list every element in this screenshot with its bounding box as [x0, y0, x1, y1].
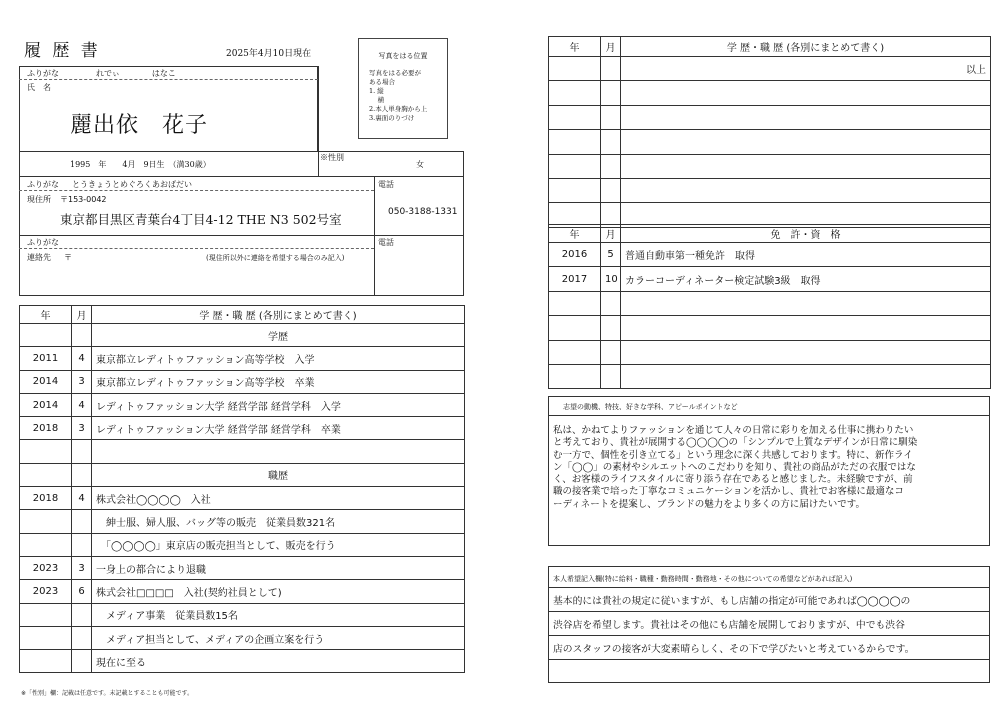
row-details: 東京都立レディトゥファッション高等学校 卒業 — [92, 370, 465, 393]
row-year — [549, 130, 601, 154]
row-details: レディトゥファッション大学 経営学部 経営学科 卒業 — [92, 417, 465, 440]
resume-title: 履 歴 書 — [24, 41, 101, 61]
row-details — [621, 291, 991, 315]
row-year: 2023 — [20, 580, 72, 603]
history-continued-table — [548, 36, 991, 228]
row-details — [621, 154, 991, 178]
photo-instruction-line: 1. 縦 — [369, 87, 384, 95]
table-row — [549, 178, 991, 202]
table-header-row — [549, 37, 991, 57]
header-year: 年 — [20, 306, 72, 324]
row-details: 紳士服、婦人服、バッグ等の販売 従業員数321名 — [92, 510, 465, 533]
photo-box-title: 写真をはる位置 — [378, 52, 428, 60]
gender-footnote: ※「性別」欄：記載は任意です。未記載とすることも可能です。 — [21, 690, 194, 697]
photo-instruction-line: 3.裏面のりづけ — [369, 114, 415, 122]
contact-phone-label: 電話 — [378, 238, 394, 247]
row-year — [20, 533, 72, 556]
name-furigana-label: ふりがな — [27, 69, 59, 78]
row-details: カラーコーディネーター検定試験3級 取得 — [621, 267, 991, 291]
row-year — [20, 650, 72, 673]
requests-line: 渋谷店を希望します。貴社はその他にも店舗を展開しておりますが、中でも渋谷 — [549, 611, 989, 635]
table-row — [549, 267, 991, 291]
current-address-label: 現住所 — [27, 195, 51, 204]
row-year — [20, 463, 72, 486]
row-month — [72, 440, 92, 463]
address-furigana-value: とうきょうとめぐろくあおばだい — [72, 180, 192, 189]
header-details: 学 歴・職 歴 (各別にまとめて書く) — [92, 306, 465, 324]
table-row — [20, 650, 465, 673]
postal-code: 〒153-0042 — [60, 195, 107, 204]
row-year — [20, 510, 72, 533]
row-year — [549, 154, 601, 178]
header-details: 学 歴・職 歴 (各別にまとめて書く) — [621, 37, 991, 57]
motivation-text — [553, 425, 917, 511]
row-details: 現在に至る — [92, 650, 465, 673]
table-row — [20, 533, 465, 556]
row-year — [549, 340, 601, 364]
row-month — [72, 533, 92, 556]
table-row — [549, 105, 991, 129]
header-year: 年 — [549, 225, 601, 243]
table-row — [549, 154, 991, 178]
education-work-history-table — [19, 305, 465, 673]
table-row — [549, 81, 991, 105]
current-address: 東京都目黒区青葉台4丁目4-12 THE N3 502号室 — [60, 212, 342, 227]
row-month — [601, 105, 621, 129]
resume-date: 2025年4月10日現在 — [226, 49, 312, 59]
motivation-line: と考えており、貴社が展開する◯◯◯◯の「シンプルで上質なデザインが日常に馴染 — [553, 437, 918, 449]
row-year — [20, 603, 72, 626]
row-month — [601, 81, 621, 105]
row-details: メディア担当として、メディアの企画立案を行う — [92, 626, 465, 649]
photo-instruction-line: ある場合 — [369, 78, 395, 86]
header-month: 月 — [72, 306, 92, 324]
table-row — [20, 393, 465, 416]
row-details: メディア事業 従業員数15名 — [92, 603, 465, 626]
row-details — [621, 130, 991, 154]
row-year: 2011 — [20, 347, 72, 370]
row-year — [20, 440, 72, 463]
requests-line: 基本的には貴社の規定に従いますが、もし店舗の指定が可能であれば◯◯◯◯の — [549, 587, 989, 611]
row-details: 職歴 — [92, 463, 465, 486]
row-month — [72, 510, 92, 533]
table-row — [20, 580, 465, 603]
row-year: 2014 — [20, 370, 72, 393]
table-row — [549, 57, 991, 81]
row-month: 4 — [72, 393, 92, 416]
photo-instruction-line: 横 — [369, 96, 385, 104]
row-year — [549, 291, 601, 315]
row-month: 10 — [601, 267, 621, 291]
row-details: 株式会社□□□□ 入社(契約社員として) — [92, 580, 465, 603]
requests-box — [548, 566, 990, 683]
table-row — [549, 364, 991, 388]
motivation-box — [548, 396, 990, 546]
table-header-row — [20, 306, 465, 324]
row-month: 4 — [72, 347, 92, 370]
requests-label: 本人希望記入欄(特に給料・職種・勤務時間・勤務地・その他についての希望などがあれば記入) — [553, 575, 853, 583]
table-row — [20, 603, 465, 626]
row-details: 「◯◯◯◯」東京店の販売担当として、販売を行う — [92, 533, 465, 556]
table-row — [20, 487, 465, 510]
requests-lines — [549, 587, 989, 683]
row-details — [621, 340, 991, 364]
row-month — [601, 316, 621, 340]
header-details: 免 許・資 格 — [621, 225, 991, 243]
motivation-line: く、お客様のライフスタイルに寄り添う存在であると感じました。未経験ですが、前 — [553, 474, 913, 486]
contact-furigana-label: ふりがな — [27, 238, 59, 247]
row-year: 2017 — [549, 267, 601, 291]
photo-instruction-line: 写真をはる必要が — [369, 69, 421, 77]
row-details: 普通自動車第一種免許 取得 — [621, 243, 991, 267]
header-year: 年 — [549, 37, 601, 57]
row-month: 3 — [72, 370, 92, 393]
row-details — [621, 178, 991, 202]
motivation-line: ン「◯◯」の素材やシルエットへのこだわりを知り、貴社の商品がただの衣服ではな — [553, 461, 916, 473]
phone-number: 050-3188-1331 — [388, 207, 458, 217]
row-month — [601, 364, 621, 388]
row-month — [601, 130, 621, 154]
row-details: レディトゥファッション大学 経営学部 経営学科 入学 — [92, 393, 465, 416]
table-row — [549, 316, 991, 340]
full-name: 麗出依 花子 — [70, 113, 209, 138]
row-year — [549, 178, 601, 202]
name-furigana-value: れでぃ はなこ — [96, 69, 176, 78]
row-details: 学歴 — [92, 324, 465, 347]
row-year — [549, 316, 601, 340]
row-month — [601, 178, 621, 202]
table-row — [20, 347, 465, 370]
row-month: 4 — [72, 487, 92, 510]
table-row — [20, 440, 465, 463]
row-month: 6 — [72, 580, 92, 603]
header-month: 月 — [601, 37, 621, 57]
row-year — [549, 364, 601, 388]
licenses-table — [548, 224, 991, 389]
gender-label: ※性別 — [320, 153, 344, 162]
row-year — [20, 324, 72, 347]
table-header-row — [549, 225, 991, 243]
row-details — [92, 440, 465, 463]
row-month — [72, 603, 92, 626]
row-month — [72, 463, 92, 486]
row-year: 2018 — [20, 487, 72, 510]
photo-instruction-line: 2.本人単身胸から上 — [369, 105, 428, 113]
row-year: 2014 — [20, 393, 72, 416]
requests-line: 店のスタッフの接客が大変素晴らしく、その下で学びたいと考えているからです。 — [549, 635, 989, 659]
table-row — [549, 243, 991, 267]
photo-box — [358, 38, 448, 139]
table-row — [20, 417, 465, 440]
contact-note: (現住所以外に連絡を希望する場合のみ記入) — [206, 254, 345, 262]
contact-label: 連絡先 — [27, 253, 51, 262]
table-row — [549, 291, 991, 315]
row-year — [549, 81, 601, 105]
motivation-line: 私は、かねてよりファッションを通じて人々の日常に彩りを加える仕事に携わりたい — [553, 425, 914, 436]
row-month — [72, 324, 92, 347]
table-row — [20, 556, 465, 579]
table-row — [20, 626, 465, 649]
row-month — [601, 57, 621, 81]
row-details — [621, 364, 991, 388]
row-year — [20, 626, 72, 649]
table-row — [20, 370, 465, 393]
row-year: 2023 — [20, 556, 72, 579]
row-details — [621, 81, 991, 105]
motivation-line: 職の接客業で培った丁寧なコミュニケーションを活かし、貴社でお客様に最適なコ — [553, 486, 904, 498]
row-details: 東京都立レディトゥファッション高等学校 入学 — [92, 347, 465, 370]
row-month: 5 — [601, 243, 621, 267]
motivation-line: む一方で、個性を引き立てる」という理念に深く共感しております。特に、新作ライ — [553, 449, 913, 461]
row-month — [72, 650, 92, 673]
row-year — [549, 105, 601, 129]
motivation-line: ーディネートを提案し、ブランドの魅力をより多くの方に届けたいです。 — [553, 498, 865, 510]
row-year: 2018 — [20, 417, 72, 440]
table-row — [20, 324, 465, 347]
row-details: 一身上の都合により退職 — [92, 556, 465, 579]
table-row — [20, 510, 465, 533]
row-month — [72, 626, 92, 649]
gender-value: 女 — [416, 160, 424, 169]
row-month: 3 — [72, 417, 92, 440]
birth-date: 1995 年 4月 9日生 （満30歳） — [70, 160, 211, 169]
photo-box-instructions — [365, 69, 441, 123]
row-details — [621, 105, 991, 129]
row-details: 以上 — [621, 57, 991, 81]
row-month — [601, 340, 621, 364]
requests-line — [549, 659, 989, 683]
table-row — [20, 463, 465, 486]
table-row — [549, 340, 991, 364]
contact-postal: 〒 — [64, 253, 72, 262]
address-furigana-label: ふりがな — [27, 180, 59, 189]
motivation-label: 志望の動機、特技、好きな学科、アピールポイントなど — [563, 403, 738, 411]
row-year: 2016 — [549, 243, 601, 267]
row-month — [601, 154, 621, 178]
name-label: 氏 名 — [27, 83, 51, 92]
row-month — [601, 291, 621, 315]
row-details — [621, 316, 991, 340]
table-row — [549, 130, 991, 154]
row-year — [549, 57, 601, 81]
header-month: 月 — [601, 225, 621, 243]
row-details: 株式会社◯◯◯◯ 入社 — [92, 487, 465, 510]
phone-label: 電話 — [378, 180, 394, 189]
row-month: 3 — [72, 556, 92, 579]
